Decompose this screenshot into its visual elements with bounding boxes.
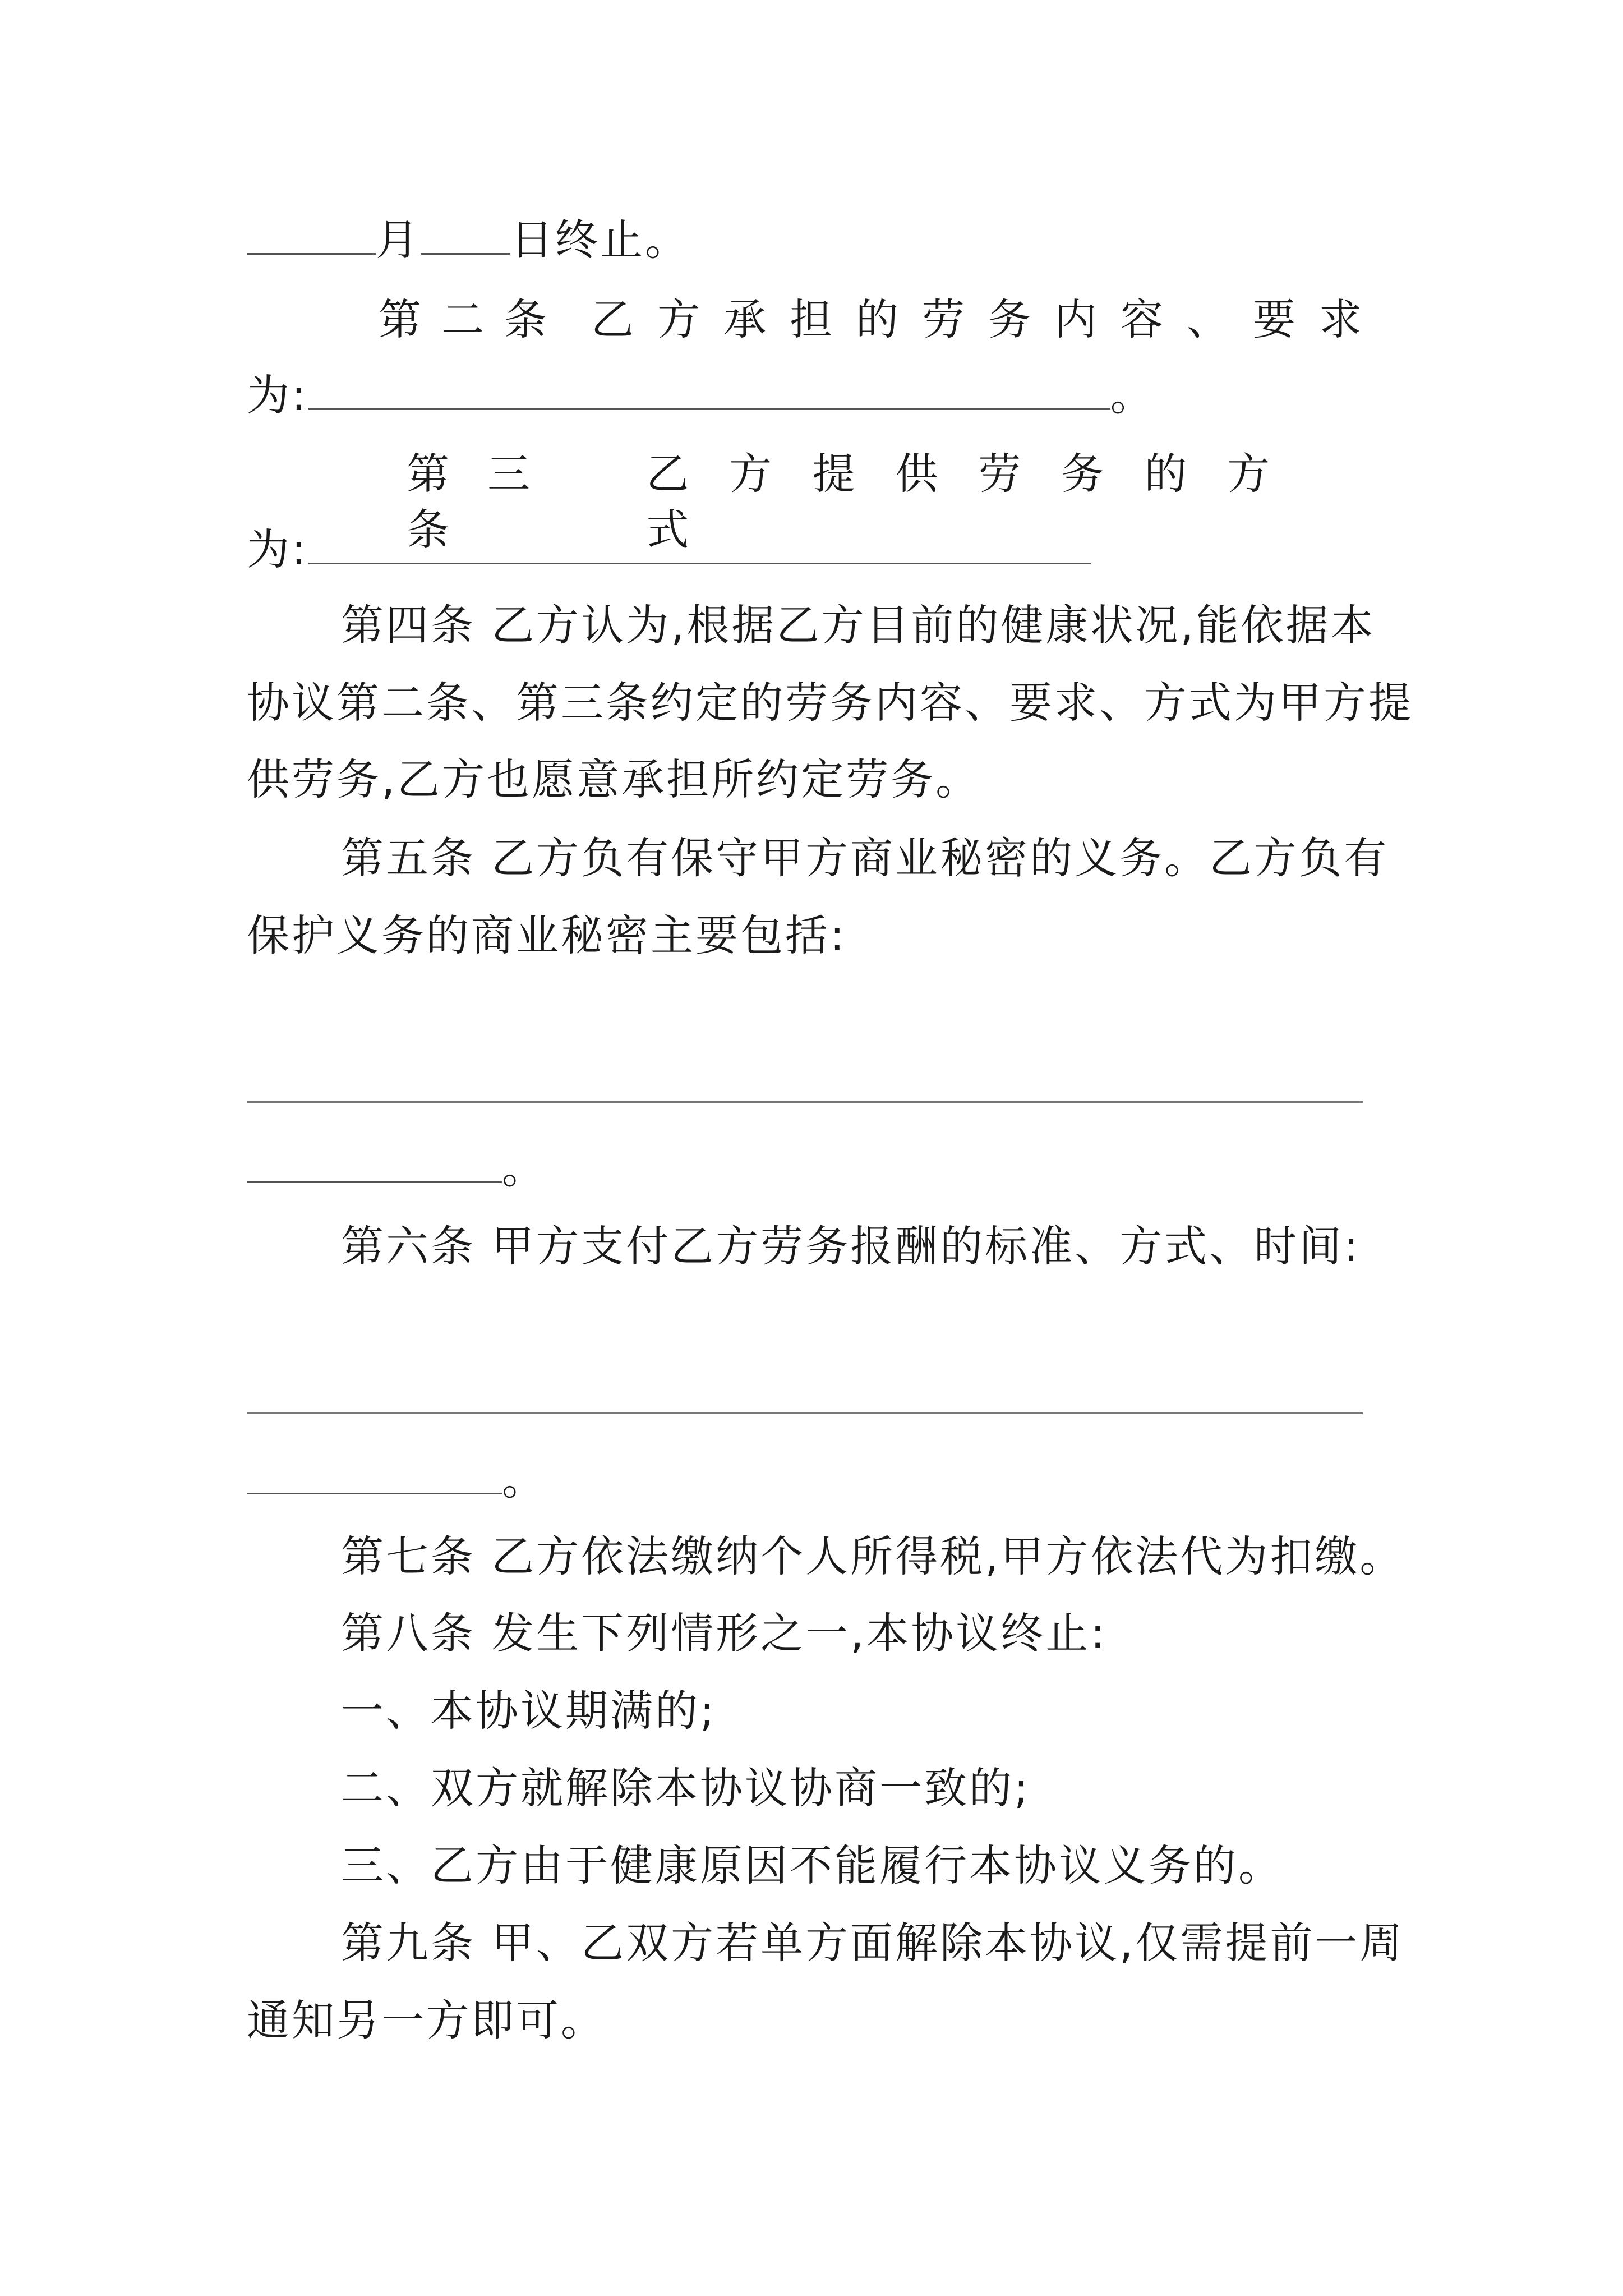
article-6-short-blank[interactable] — [247, 1453, 502, 1494]
article-6-line-1: 第六条 甲方支付乙方劳务报酬的标准、方式、时间: — [341, 1221, 1361, 1271]
article-3-title: 第三条 — [407, 449, 568, 555]
article-5-blank-line[interactable] — [247, 1101, 1363, 1103]
article-8-item-3: 三、乙方由于健康原因不能履行本协议义务的。 — [341, 1841, 1283, 1890]
article-6-blank-line[interactable] — [247, 1412, 1363, 1414]
article-2-blank[interactable] — [308, 369, 1110, 410]
article-9-line-2: 通知另一方即可。 — [247, 1995, 606, 2045]
article-9-line-1: 第九条 甲、乙双方若单方面解除本协议,仅需提前一周 — [341, 1918, 1405, 1968]
article-4-line-1: 第四条 乙方认为,根据乙方目前的健康状况,能依据本 — [341, 600, 1376, 650]
month-label: 月 — [376, 215, 421, 265]
article-6-end-line — [247, 1452, 547, 1508]
day-blank[interactable] — [421, 214, 510, 255]
article-5-end-line — [247, 1140, 547, 1197]
article-3-blank[interactable] — [308, 523, 1091, 564]
article-2-continuation — [247, 367, 1155, 424]
article-8-item-1: 一、本协议期满的; — [341, 1686, 717, 1736]
article-7-line-1: 第七条 乙方依法缴纳个人所得税,甲方依法代为扣缴。 — [341, 1531, 1405, 1581]
month-blank[interactable] — [247, 214, 376, 255]
article-2-heading — [379, 292, 1385, 348]
article-5-line-2: 保护义务的商业秘密主要包括: — [247, 910, 847, 960]
article-6-end: 。 — [502, 1455, 547, 1504]
article-4-line-3: 供劳务,乙方也愿意承担所约定劳务。 — [247, 754, 981, 804]
article-8-item-2: 二、双方就解除本协议协商一致的; — [341, 1763, 1031, 1813]
article-5-short-blank[interactable] — [247, 1142, 502, 1183]
article-2-text: 乙方承担的劳务内容、要求 — [591, 295, 1385, 344]
article-2-title: 第二条 — [379, 295, 567, 344]
article-4-line-2: 协议第二条、第三条约定的劳务内容、要求、方式为甲方提 — [247, 678, 1413, 728]
article-2-cont-label: 为: — [247, 370, 308, 420]
article-8-line-1: 第八条 发生下列情形之一,本协议终止: — [341, 1608, 1107, 1658]
day-end-label: 日终止。 — [510, 215, 690, 265]
term-end-line — [247, 212, 690, 268]
article-3-continuation — [247, 522, 1091, 578]
article-5-end: 。 — [502, 1143, 547, 1193]
article-5-line-1: 第五条 乙方负有保守甲方商业秘密的义务。乙方负有 — [341, 833, 1389, 883]
article-3-text: 乙方提供劳务的方式 — [646, 449, 1311, 555]
article-2-end: 。 — [1110, 370, 1155, 420]
article-3-cont-label: 为: — [247, 524, 308, 574]
